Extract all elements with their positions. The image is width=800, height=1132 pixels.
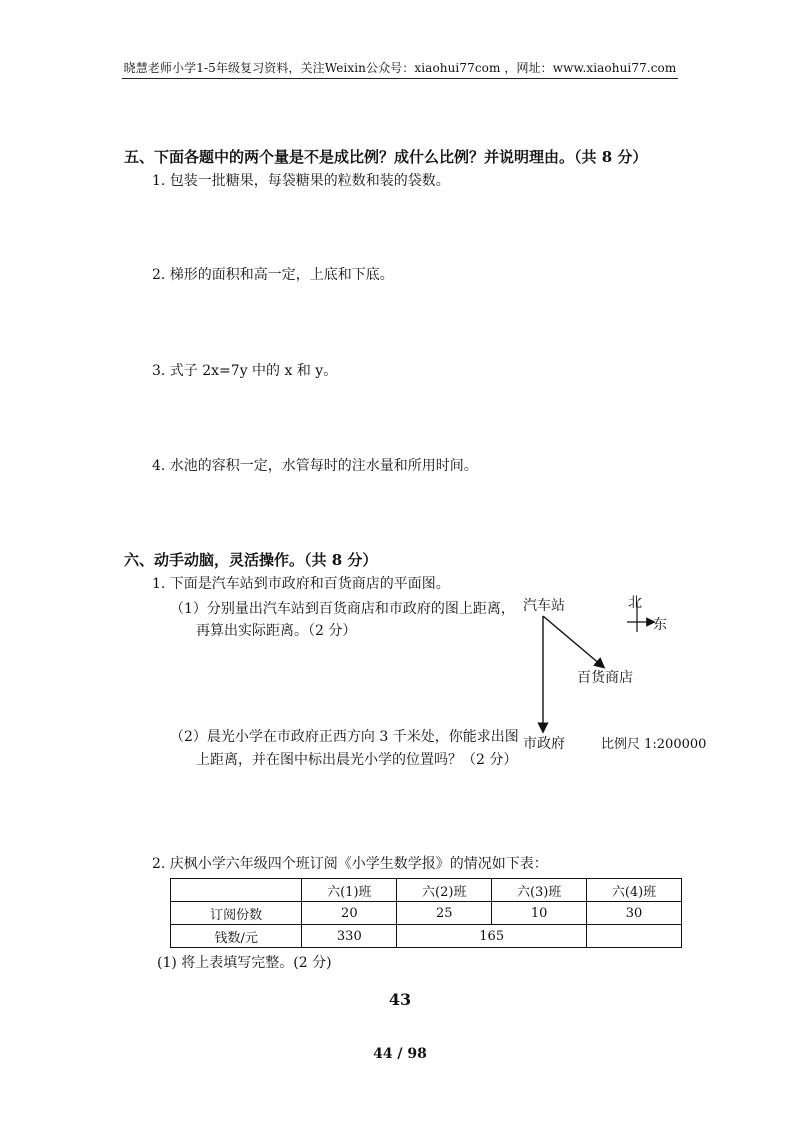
table-header-cell: 六(3)班 [492, 879, 587, 902]
subscription-table [170, 878, 682, 948]
section6-q2-stem: 2. 庆枫小学六年级四个班订阅《小学生数学报》的情况如下表： [152, 856, 548, 872]
path-to-department-store [543, 616, 601, 665]
section6-q1-part1-line2: 再算出实际距离。（2 分） [196, 623, 357, 639]
section5-item-3: 3. 式子 2x=7y 中的 x 和 y。 [152, 363, 338, 379]
header-divider [122, 78, 678, 79]
section5-item-2: 2. 梯形的面积和高一定，上底和下底。 [152, 267, 394, 283]
table-header-cell [171, 879, 302, 902]
location-map [515, 592, 715, 762]
table-header-cell: 六(4)班 [587, 879, 682, 902]
section6-q2-sub1: (1) 将上表填写完整。(2 分) [157, 955, 332, 971]
map-label-city-hall: 市政府 [523, 736, 565, 752]
section6-title: 六、动手动脑，灵活操作。（共 8 分） [124, 551, 378, 569]
section5-title: 五、下面各题中的两个量是不是成比例？成什么比例？并说明理由。（共 8 分） [124, 148, 648, 166]
table-row [171, 902, 682, 925]
section5-item-1: 1. 包装一批糖果，每袋糖果的粒数和装的袋数。 [152, 173, 450, 189]
page-number: 43 [388, 990, 412, 1009]
table-cell: 20 [302, 902, 397, 925]
section6-q1-part2-line1: （2）晨光小学在市政府正西方向 3 千米处，你能求出图 [170, 729, 519, 745]
page-counter: 44 / 98 [373, 1046, 427, 1062]
table-cell: 30 [587, 902, 682, 925]
table-cell: 10 [492, 902, 587, 925]
section5-item-4: 4. 水池的容积一定，水管每时的注水量和所用时间。 [152, 458, 478, 474]
map-label-bus-station: 汽车站 [523, 598, 565, 614]
table-cell: 订阅份数 [171, 902, 302, 925]
compass-north-label: 北 [628, 595, 642, 611]
compass-east-label: 东 [653, 617, 667, 633]
section6-q1-part2-line2: 上距离，并在图中标出晨光小学的位置吗？（2 分） [196, 752, 518, 768]
table-cell: 钱数/元 [171, 925, 302, 948]
table-row [171, 925, 682, 948]
section6-q1-stem: 1. 下面是汽车站到市政府和百货商店的平面图。 [152, 576, 450, 592]
section6-q1-part1-line1: （1）分别量出汽车站到百货商店和市政府的图上距离， [170, 601, 515, 617]
table-header-cell: 六(2)班 [397, 879, 492, 902]
table-cell [587, 925, 682, 948]
table-header-cell: 六(1)班 [302, 879, 397, 902]
table-cell: 25 [397, 902, 492, 925]
map-label-department-store: 百货商店 [577, 670, 633, 686]
map-scale: 比例尺 1:200000 [601, 737, 707, 752]
table-cell: 165 [397, 925, 587, 948]
page-header-text: 晓慧老师小学1-5年级复习资料，关注Weixin公众号：xiaohui77com ，网址：www.xiaohui77.com [123, 61, 677, 75]
table-row [171, 879, 682, 902]
table-cell: 330 [302, 925, 397, 948]
